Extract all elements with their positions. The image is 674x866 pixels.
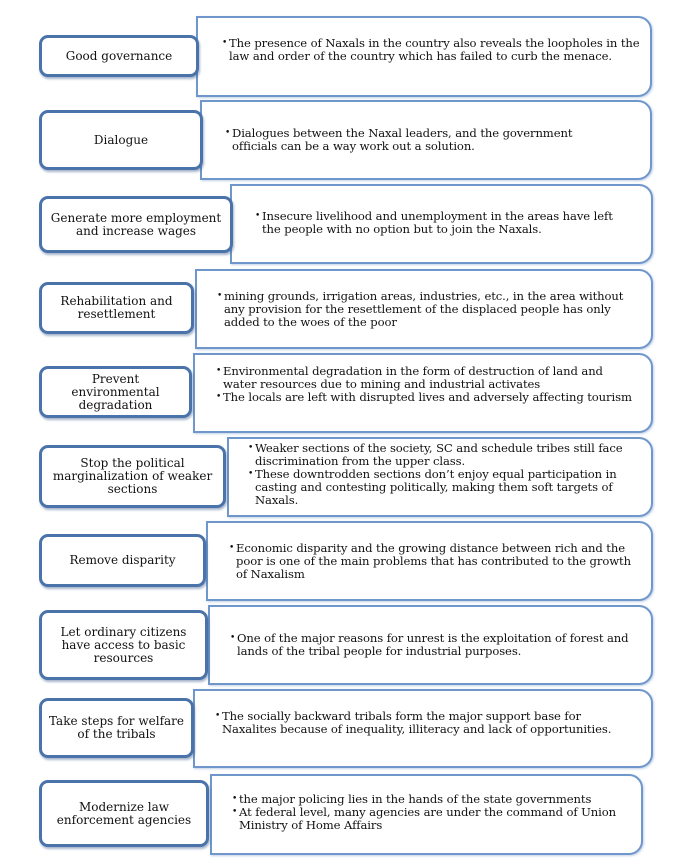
bullet-icon: •	[229, 543, 235, 553]
bullet-icon: •	[232, 794, 238, 804]
bullet-text: Dialogues between the Naxal leaders, and the government officials can be a way work out a solution.	[232, 126, 573, 153]
detail-list	[232, 793, 632, 832]
bullet-text: Economic disparity and the growing distance between rich and the poor is one of the main problems that has contributed to the growth of Naxalism	[236, 541, 631, 581]
bullet-text: Insecure livelihood and unemployment in the areas have left the people with no option but to join the Naxals.	[262, 209, 613, 236]
bullet-text: These downtrodden sections don’t enjoy equal participation in casting and contesting politically, making them soft targets of Naxals.	[255, 467, 617, 507]
bullet-point	[232, 806, 632, 832]
bullet-point	[248, 442, 638, 468]
bullet-text: the major policing lies in the hands of the state governments	[239, 792, 592, 806]
detail-list	[222, 37, 642, 63]
detail-list	[255, 210, 625, 236]
label-box-law-enforcement	[39, 780, 209, 847]
bullet-icon: •	[216, 366, 222, 376]
bullet-text: The locals are left with disrupted lives and adversely affecting tourism	[223, 390, 632, 404]
label-text: Stop the political marginalization of weaker sections	[52, 456, 213, 496]
detail-list	[216, 365, 636, 404]
label-text: Remove disparity	[69, 553, 176, 567]
bullet-point	[216, 365, 636, 391]
bullet-text: mining grounds, irrigation areas, industries, etc., in the area without any provision for the resettlement of the displaced people has only added to the woes of the poor	[224, 289, 624, 329]
bullet-icon: •	[225, 128, 231, 138]
label-box-employment	[39, 196, 233, 253]
bullet-text: At federal level, many agencies are under the command of Union Ministry of Home Affairs	[239, 805, 617, 832]
detail-list	[248, 442, 638, 507]
label-box-disparity	[39, 534, 206, 587]
detail-list	[217, 290, 637, 329]
label-text: Let ordinary citizens have access to basic resources	[60, 624, 187, 665]
label-text: Rehabilitation and resettlement	[60, 294, 173, 321]
label-text: Generate more employment and increase wages	[50, 210, 222, 238]
bullet-point	[216, 391, 636, 404]
bullet-point	[222, 37, 642, 63]
bullet-icon: •	[232, 807, 238, 817]
bullet-icon: •	[215, 711, 221, 721]
detail-list	[230, 632, 640, 658]
label-text: Prevent environmental degradation	[71, 371, 160, 412]
label-text: Dialogue	[93, 132, 149, 147]
bullet-point	[215, 710, 635, 736]
bullet-point	[217, 290, 637, 329]
label-box-tribal-welfare	[39, 698, 194, 758]
bullet-point	[225, 127, 620, 153]
bullet-icon: •	[248, 469, 254, 479]
detail-list	[215, 710, 635, 736]
label-box-good-governance	[39, 35, 199, 77]
bullet-text: One of the major reasons for unrest is the exploitation of forest and lands of the tribal people for industrial purposes.	[237, 631, 629, 658]
bullet-icon: •	[216, 392, 222, 402]
label-box-marginalization	[39, 445, 226, 508]
bullet-text: Weaker sections of the society, SC and schedule tribes still face discrimination from the upper class.	[255, 441, 623, 468]
bullet-text: The socially backward tribals form the major support base for Naxalites because of inequality, illiteracy and lack of opportunities.	[222, 709, 612, 736]
label-text: Take steps for welfare of the tribals	[48, 714, 184, 741]
label-box-basic-resources	[39, 610, 208, 680]
detail-list	[229, 542, 639, 581]
bullet-icon: •	[230, 633, 236, 643]
bullet-text: The presence of Naxals in the country also reveals the loopholes in the law and order of the country which has failed to curb the menace.	[229, 36, 640, 63]
bullet-icon: •	[255, 211, 261, 221]
bullet-icon: •	[222, 38, 228, 48]
bullet-point	[255, 210, 625, 236]
label-box-dialogue	[39, 110, 203, 170]
bullet-point	[229, 542, 639, 581]
label-text: Good governance	[65, 48, 173, 63]
label-text: Modernize law enforcement agencies	[56, 799, 192, 827]
bullet-icon: •	[248, 443, 254, 453]
bullet-text: Environmental degradation in the form of destruction of land and water resources due to mining and industrial activates	[223, 364, 603, 391]
detail-list	[225, 127, 620, 153]
label-box-environment	[39, 366, 192, 418]
bullet-point	[230, 632, 640, 658]
label-box-rehabilitation	[39, 282, 194, 334]
bullet-point	[248, 468, 638, 507]
bullet-icon: •	[217, 291, 223, 301]
